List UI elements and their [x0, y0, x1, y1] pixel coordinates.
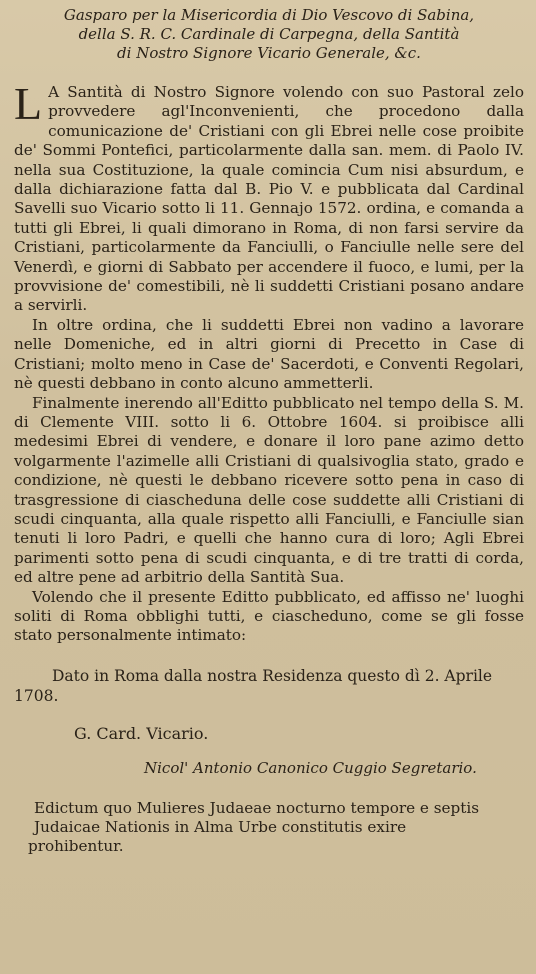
edict-header	[14, 6, 524, 63]
latin-title-line-2: prohibentur.	[28, 836, 124, 855]
header-line-3: di Nostro Signore Vicario Generale, &c.	[117, 44, 421, 62]
header-line-1: Gasparo per la Misericordia di Dio Vescovo di Sabina,	[63, 6, 475, 24]
vicar-signature: G. Card. Vicario.	[74, 723, 209, 743]
drop-cap: L	[14, 78, 43, 129]
paragraph-1	[14, 78, 524, 316]
paragraph-2: In oltre ordina, che li suddetti Ebrei non vadino a lavorare nelle Domeniche, ed in altri giorni di Precetto in Case di Cristiani; molto meno in Case de' Sacerdoti, e Conventi Regolari, nè questi debbano in conto alcuno ammetterli.	[14, 315, 524, 393]
paragraph-4: Volendo che il presente Editto pubblicato, ed affisso ne' luoghi soliti di Roma obblighi tutti, e ciascheduno, come se gli fosse stato personalmente intimato:	[14, 587, 524, 645]
latin-title	[14, 799, 524, 856]
paragraph-3: Finalmente inerendo all'Editto pubblicato nel tempo della S. M. di Clemente VIII. sotto li 6. Ottobre 1604. si proibisce alli medesimi Ebrei di vendere, e donare il loro pane azimo detto volgarmente l'azimelle alli Cristiani di qualsivoglia stato, grado e condizione, nè questi le debbano ricevere sotto pena in caso di trasgressione di ciascheduna delle cose suddette alli Cristiani di scudi cinquanta, alla quale rispetto alli Fanciulli, e Fanciulle sian tenuti li loro Padri, e quelli che hanno cura di loro; Agli Ebrei parimenti sotto pena di scudi cinquanta, e di tre tratti di corda, ed altre pene ad arbitrio della Santità Sua.	[14, 393, 524, 587]
latin-title-line-1: Edictum quo Mulieres Judaeae nocturno tempore e septis Judaicae Nationis in Alma Urbe constitutis exire	[34, 798, 480, 836]
date-line: Dato in Roma dalla nostra Residenza questo dì 2. Aprile 1708.	[14, 666, 493, 705]
paragraph-1-text: A Santità di Nostro Signore volendo con suo Pastoral zelo provvedere agl'Inconvenienti, che procedono dalla comunicazione de' Cristiani con gli Ebrei nelle cose proibite de' Sommi Pontefici, particolarmente dalla san. mem. di Paolo IV. nella sua Costituzione, la quale comincia Cum nisi absurdum, e dalla dichiarazione fatta dal B. Pio V. e pubblicata dal Cardinal Savelli suo Vicario sotto li 11. Gennajo 1572. ordina, e comanda a tutti gli Ebrei, li quali dimorano in Roma, di non farsi servire da Cristiani, particolarmente da Fanciulli, o Fanciulle nelle sere del Venerdì, e giorni di Sabbato per accendere il fuoco, e lumi, per la provvisione de' comestibili, nè li suddetti Cristiani posano andare a servirli.	[14, 83, 524, 315]
secretary-signature: Nicol' Antonio Canonico Cuggio Segretario.	[144, 758, 477, 777]
header-line-2: della S. R. C. Cardinale di Carpegna, della Santità	[78, 25, 460, 43]
edict-body	[14, 78, 524, 646]
